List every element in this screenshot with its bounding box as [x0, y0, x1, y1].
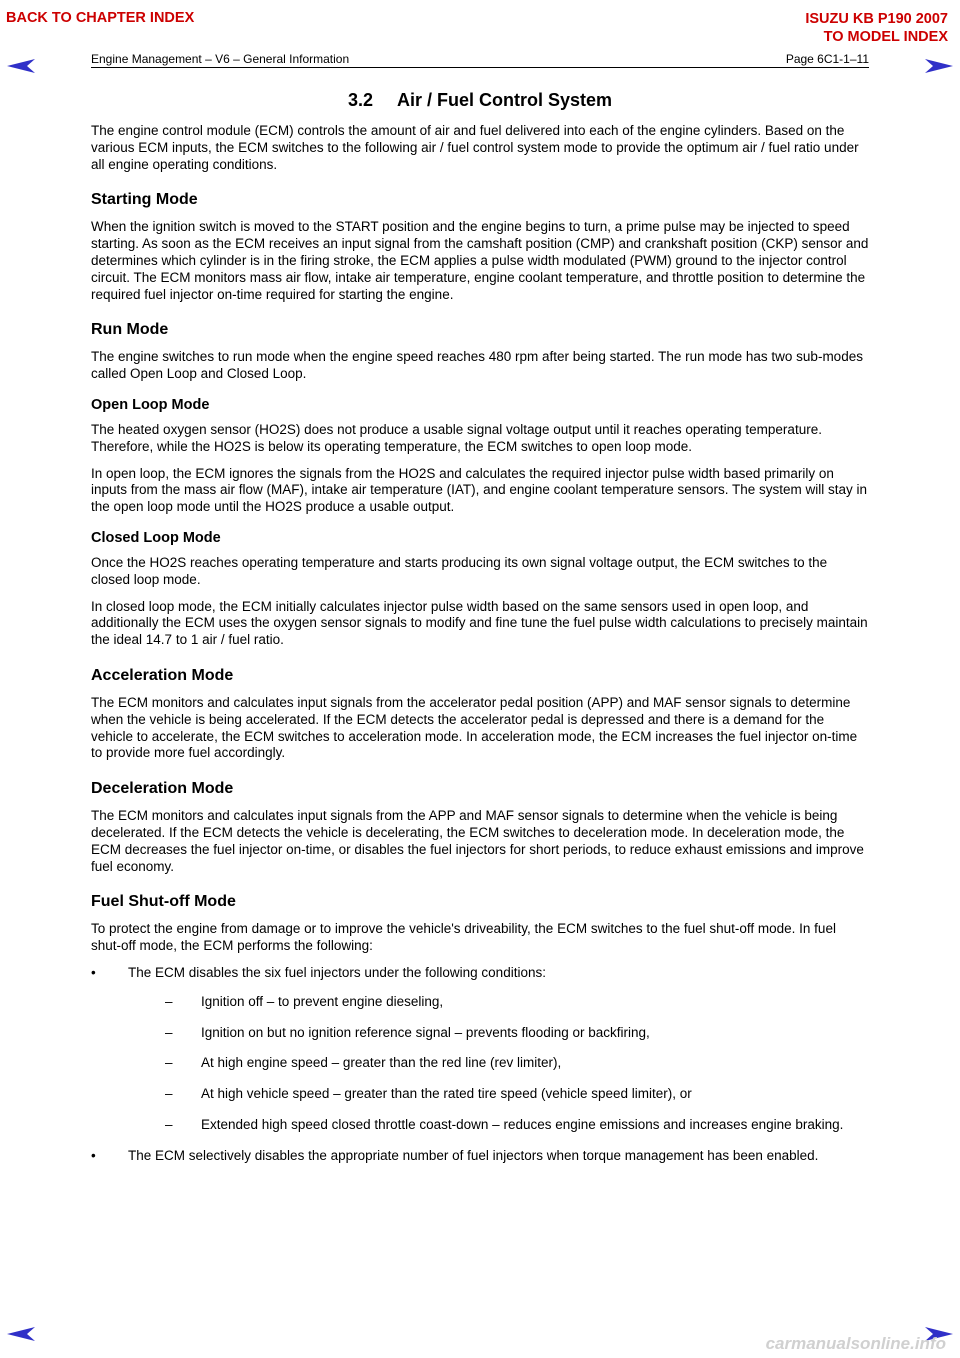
sub-list-item-text: Ignition off – to prevent engine dieseling,	[201, 993, 444, 1009]
run-mode-paragraph: The engine switches to run mode when the engine speed reaches 480 rpm after being started. The run mode has two sub-modes called Open Loop and Closed Loop.	[91, 349, 863, 382]
closed-loop-heading: Closed Loop Mode	[91, 529, 221, 546]
acceleration-mode-heading: Acceleration Mode	[91, 666, 234, 684]
closed-loop-paragraph-1: Once the HO2S reaches operating temperature and starts producing its own signal voltage output, the ECM switches to the closed loop mode.	[91, 554, 828, 587]
sub-list-item	[128, 1055, 869, 1072]
section-title-text: Air / Fuel Control System	[396, 90, 613, 110]
dash-marker: –	[165, 1024, 173, 1040]
disable-conditions-list	[128, 994, 869, 1134]
list-item-text: The ECM disables the six fuel injectors under the following conditions:	[128, 964, 546, 980]
page-content	[91, 90, 869, 1178]
closed-loop-paragraph-2: In closed loop mode, the ECM initially calculates injector pulse width based on the same sensors used in open loop, and additionally the ECM uses the oxygen sensor signals to modify and fine tune the fuel pulse width calculations to precisely maintain the ideal 14.7 to 1 air / fuel ratio.	[91, 598, 868, 648]
sub-list-item-text: Extended high speed closed throttle coast-down – reduces engine emissions and increases engine braking.	[201, 1116, 844, 1132]
starting-mode-paragraph: When the ignition switch is moved to the START position and the engine begins to turn, a prime pulse may be injected to speed starting. As soon as the ECM receives an input signal from the camshaft position (CMP) and crankshaft position (CKP) sensor and determines which cylinder is in the firing stroke, the ECM applies a pulse width modulated (PWM) ground to the injector control circuit. The ECM monitors mass air flow, intake air temperature, engine coolant temperature, and throttle position to determine the required fuel injector on-time required for starting the engine.	[91, 219, 869, 302]
prev-page-arrow-icon[interactable]	[6, 58, 36, 74]
starting-mode-heading: Starting Mode	[91, 191, 198, 209]
sub-list-item	[128, 1025, 869, 1042]
model-title-link[interactable]: ISUZU KB P190 2007	[805, 11, 948, 27]
intro-paragraph: The engine control module (ECM) controls the amount of air and fuel delivered into each of the engine cylinders. Based on the various ECM inputs, the ECM switches to the following air / fuel control system mode to provide the optimum air / fuel ratio under all engine operating conditions.	[91, 123, 859, 172]
dash-marker: –	[165, 1086, 173, 1102]
to-model-index-link[interactable]: TO MODEL INDEX	[823, 29, 948, 45]
section-number: 3.2	[347, 90, 373, 110]
sub-list-item-text: Ignition on but no ignition reference signal – prevents flooding or backfiring,	[201, 1024, 650, 1040]
dash-marker: –	[165, 993, 173, 1009]
deceleration-mode-heading: Deceleration Mode	[91, 780, 234, 798]
sub-list-item	[128, 1086, 869, 1103]
bullet-marker: •	[91, 1147, 96, 1163]
sub-list-item	[128, 994, 869, 1011]
running-header-title: Engine Management – V6 – General Information	[91, 52, 350, 66]
open-loop-paragraph-1: The heated oxygen sensor (HO2S) does not produce a usable signal voltage output until it reaches operating temperature. Therefore, while the HO2S is below its operating temperature, the ECM switches to open loop mode.	[91, 421, 822, 454]
prev-page-arrow-bottom-icon[interactable]	[6, 1326, 36, 1342]
next-page-arrow-icon[interactable]	[924, 58, 954, 74]
dash-marker: –	[165, 1116, 173, 1132]
list-item-text: The ECM selectively disables the appropriate number of fuel injectors when torque management has been enabled.	[128, 1147, 819, 1163]
acceleration-mode-paragraph: The ECM monitors and calculates input signals from the accelerator pedal position (APP) and MAF sensor signals to determine when the vehicle is being accelerated. If the ECM detects the accelerator pedal is depressed and there is a demand for the vehicle to accelerate, the ECM switches to acceleration mode. In acceleration mode, the ECM increases the fuel injector on-time to provide more fuel accordingly.	[91, 694, 858, 761]
watermark: carmanualsonline.info	[765, 1334, 946, 1353]
page-number: Page 6C1-1–11	[785, 52, 869, 66]
sub-list-item	[128, 1117, 869, 1134]
sub-list-item-text: At high vehicle speed – greater than the rated tire speed (vehicle speed limiter), or	[201, 1086, 692, 1102]
section-title	[91, 90, 869, 111]
back-to-chapter-index-link[interactable]: BACK TO CHAPTER INDEX	[6, 10, 195, 26]
bullet-marker: •	[91, 964, 96, 980]
list-item	[91, 1148, 869, 1165]
fuel-shutoff-list	[91, 965, 869, 1165]
run-mode-heading: Run Mode	[91, 321, 169, 339]
open-loop-paragraph-2: In open loop, the ECM ignores the signals from the HO2S and calculates the required injector pulse width based primarily on inputs from the mass air flow (MAF), intake air temperature (IAT), and engine coolant temperature sensors. The system will stay in the open loop mode until the HO2S produce a usable output.	[91, 465, 868, 515]
fuel-shutoff-paragraph: To protect the engine from damage or to improve the vehicle's driveability, the ECM switches to the fuel shut-off mode. In fuel shut-off mode, the ECM performs the following:	[91, 921, 836, 954]
sub-list-item-text: At high engine speed – greater than the red line (rev limiter),	[201, 1055, 562, 1071]
list-item	[91, 965, 869, 1134]
model-index-block[interactable]	[805, 10, 948, 46]
deceleration-mode-paragraph: The ECM monitors and calculates input signals from the APP and MAF sensor signals to determine when the vehicle is being decelerated. If the ECM detects the vehicle is decelerating, the ECM switches to deceleration mode. In deceleration mode, the ECM decreases the fuel injector on-time, or disables the fuel injectors for short periods, to reduce exhaust emissions and improve fuel economy.	[91, 808, 864, 874]
dash-marker: –	[165, 1055, 173, 1071]
open-loop-heading: Open Loop Mode	[91, 396, 210, 413]
header-rule	[91, 67, 869, 68]
fuel-shutoff-mode-heading: Fuel Shut-off Mode	[91, 893, 236, 911]
